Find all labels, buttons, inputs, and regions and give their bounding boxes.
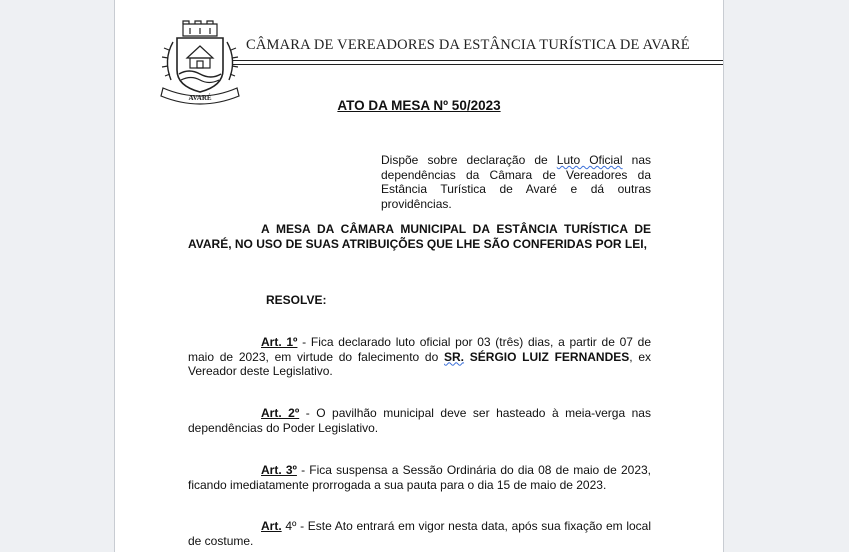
- article-3: [188, 463, 651, 492]
- ementa-text-start: Dispõe sobre declaração de: [381, 153, 557, 167]
- document-page: [114, 0, 724, 552]
- resolve-heading: RESOLVE:: [266, 293, 327, 307]
- article-1-title-abbrev: SR.: [444, 349, 465, 364]
- article-1-text: - Fica declarado luto oficial por 03 (três) dias, a partir de 07 de maio de 2023, em virtude do falecimento do: [188, 335, 652, 364]
- ementa-luto-oficial: Luto Oficial: [556, 153, 623, 167]
- article-3-text: - Fica suspensa a Sessão Ordinária do dia 08 de maio de 2023, ficando imediatamente prorrogada a sua pauta para o dia 15 de maio de 2023.: [188, 463, 651, 492]
- preamble-text: A MESA DA CÂMARA MUNICIPAL DA ESTÂNCIA TURÍSTICA DE AVARÉ, NO USO DE SUAS ATRIBUIÇÕES QUE LHE SÃO CONFERIDAS POR LEI,: [188, 222, 651, 251]
- document-title: ATO DA MESA Nº 50/2023: [337, 98, 501, 113]
- header-rule-thick: [233, 60, 723, 61]
- ementa-paragraph: [381, 153, 651, 211]
- article-2: [188, 406, 651, 435]
- article-2-label: Art. 2º: [261, 406, 300, 420]
- city-crest-logo: [155, 20, 245, 106]
- header-rule-thin: [233, 64, 723, 65]
- article-1: [188, 335, 651, 379]
- article-2-text: - O pavilhão municipal deve ser hasteado à meia-verga nas dependências do Poder Legislativo.: [188, 406, 651, 435]
- article-4: [188, 519, 651, 548]
- article-4-text: - Este Ato entrará em vigor nesta data, após sua fixação em local de costume.: [188, 519, 652, 548]
- article-4-label: Art.: [261, 519, 282, 533]
- article-4-number: 4º: [281, 519, 297, 533]
- article-3-label: Art. 3º: [261, 463, 297, 477]
- crest-banner-text: AVARÉ: [188, 94, 212, 102]
- preamble-paragraph: [188, 222, 651, 251]
- article-1-text-end: , ex Vereador deste Legislativo.: [188, 349, 651, 378]
- article-1-label: Art. 1º: [261, 335, 298, 349]
- chamber-title: CÂMARA DE VEREADORES DA ESTÂNCIA TURÍSTICA DE AVARÉ: [246, 37, 690, 53]
- ementa-text-end: nas dependências da Câmara de Vereadores da Estância Turística de Avaré e dá outras providências.: [381, 153, 652, 211]
- article-1-person-name: SÉRGIO LUIZ FERNANDES: [464, 349, 630, 364]
